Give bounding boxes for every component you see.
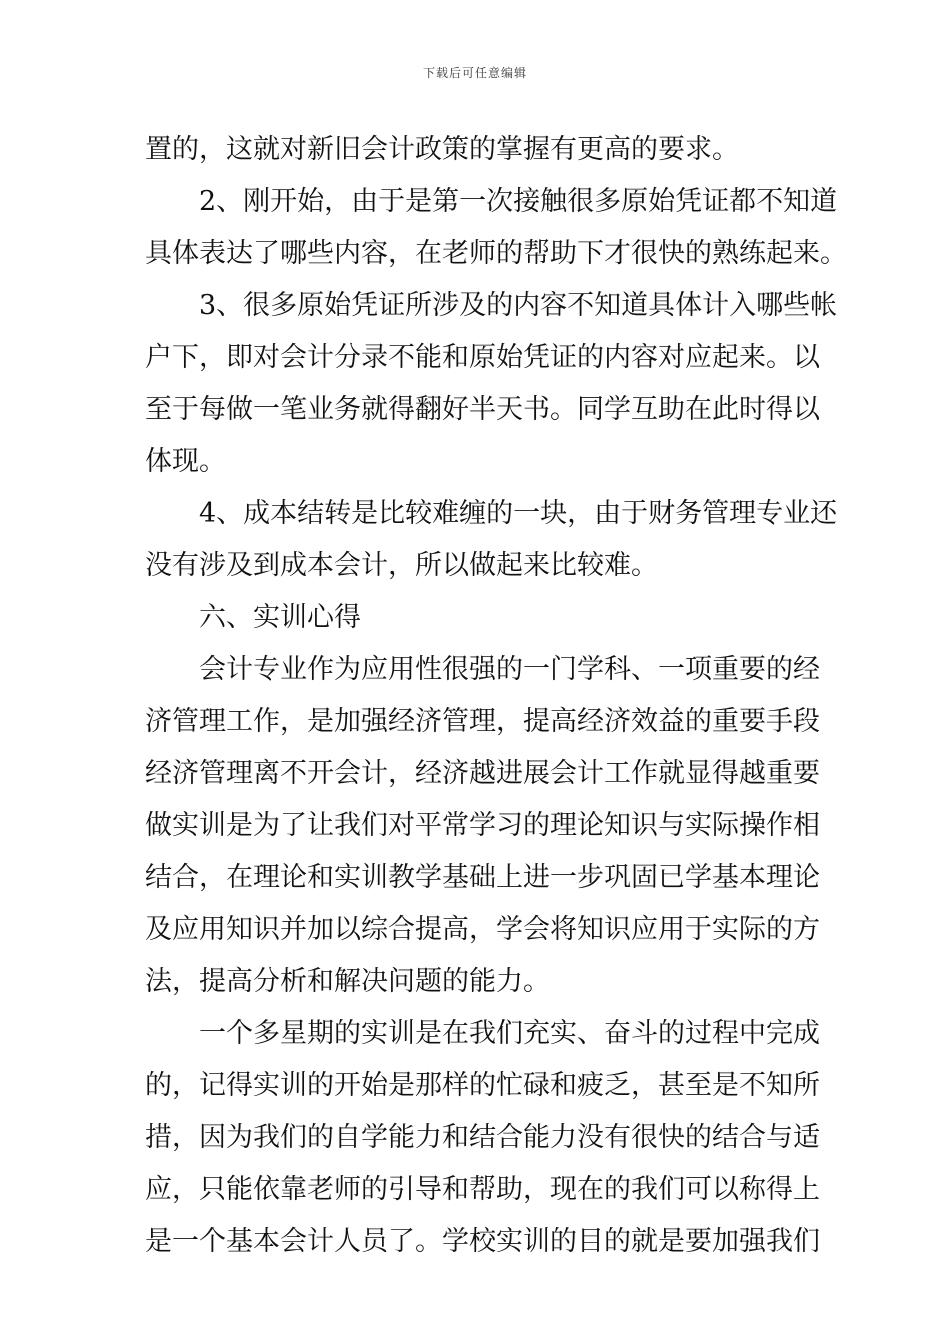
text-line: 户下，即对会计分录不能和原始凭证的内容对应起来。以	[145, 342, 820, 373]
text-line: 一个多星期的实训是在我们充实、奋斗的过程中完成	[199, 1018, 820, 1049]
text-line: 2、刚开始，由于是第一次接触很多原始凭证都不知道	[199, 186, 838, 217]
section-heading: 六、实训心得	[199, 602, 361, 633]
text-line: 济管理工作，是加强经济管理，提高经济效益的重要手段	[145, 706, 820, 737]
page-header: 下载后可任意编辑	[422, 66, 527, 80]
text-line: 措，因为我们的自学能力和结合能力没有很快的结合与适	[145, 1122, 820, 1153]
text-line: 会计专业作为应用性很强的一门学科、一项重要的经	[199, 654, 820, 685]
text-line: 做实训是为了让我们对平常学习的理论知识与实际操作相	[145, 810, 820, 841]
text-line: 及应用知识并加以综合提高，学会将知识应用于实际的方	[145, 914, 820, 945]
text-line: 的，记得实训的开始是那样的忙碌和疲乏，甚至是不知所	[145, 1070, 820, 1101]
text-line: 置的，这就对新旧会计政策的掌握有更高的要求。	[145, 134, 739, 165]
text-line: 至于每做一笔业务就得翻好半天书。同学互助在此时得以	[145, 394, 820, 425]
text-line: 经济管理离不开会计，经济越进展会计工作就显得越重要	[145, 758, 820, 789]
text-line: 具体表达了哪些内容，在老师的帮助下才很快的熟练起来。	[145, 238, 847, 269]
text-line: 4、成本结转是比较难缠的一块，由于财务管理专业还	[199, 498, 838, 529]
text-line: 体现。	[145, 446, 226, 477]
text-line: 3、很多原始凭证所涉及的内容不知道具体计入哪些帐	[199, 290, 838, 321]
text-line: 法，提高分析和解决问题的能力。	[145, 966, 550, 997]
text-line: 应，只能依靠老师的引导和帮助，现在的我们可以称得上	[145, 1174, 820, 1205]
text-line: 是一个基本会计人员了。学校实训的目的就是要加强我们	[145, 1226, 820, 1257]
document-body	[145, 124, 847, 1268]
text-line: 结合，在理论和实训教学基础上进一步巩固已学基本理论	[145, 862, 820, 893]
text-line: 没有涉及到成本会计，所以做起来比较难。	[145, 550, 658, 581]
